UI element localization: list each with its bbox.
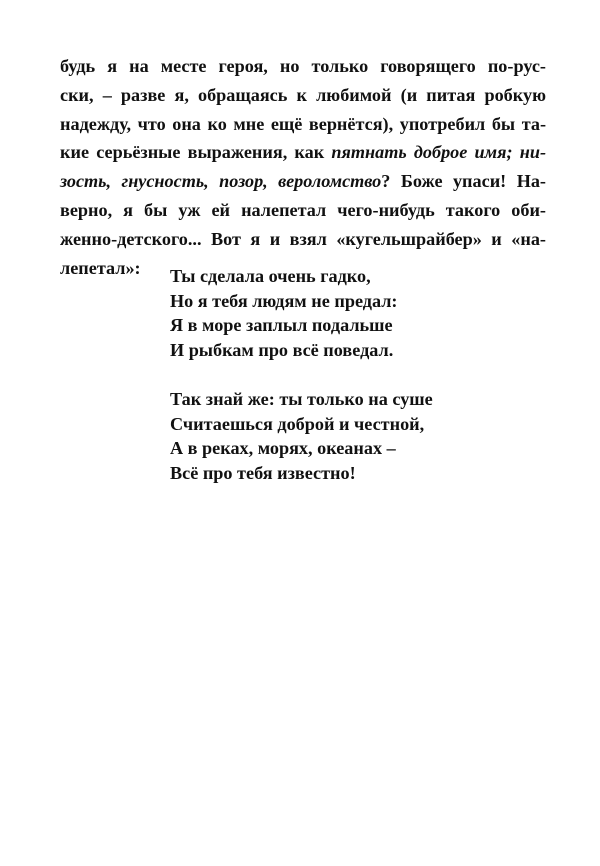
prose-line: верно, я бы уж ей налепетал чего-нибудь такого оби- [60,199,546,220]
poem [170,264,433,510]
prose-line: ски, – разве я, обращаясь к любимой (и питая робкую [60,84,546,105]
prose-text: кие серьёзные выражения, как [60,142,325,163]
italic-phrase: пятнать доброе имя; ни- [331,142,547,163]
poem-verse: А в реках, морях, океанах – [170,438,396,459]
poem-verse: Так знай же: ты только на суше [170,388,433,409]
prose-line [60,138,546,167]
poem-verse: Всё про тебя известно! [170,462,356,483]
poem-verse: Я в море заплыл подальше [170,315,393,336]
italic-phrase: зость, гнусность, позор, вероломство [60,171,382,192]
poem-verse: Но я тебя людям не предал: [170,290,398,311]
prose-line: будь я на месте героя, но только говорящего по-рус- [60,56,546,76]
prose-paragraph [60,52,546,282]
prose-line: женно-детского... Вот я и взял «кугельшрайбер» и «на- [60,228,546,249]
poem-verse: Ты сделала очень гадко, [170,266,371,286]
poem-verse: Считаешься доброй и честной, [170,413,425,434]
poem-stanza-2 [170,387,433,486]
prose-line [60,167,546,196]
prose-line: лепетал»: [60,257,141,278]
poem-verse: И рыбкам про всё поведал. [170,340,394,361]
prose-text: ? Боже упаси! На- [381,171,546,192]
prose-line: надежду, что она ко мне ещё вернётся), употребил бы та- [60,113,546,134]
poem-stanza-1 [170,264,433,363]
